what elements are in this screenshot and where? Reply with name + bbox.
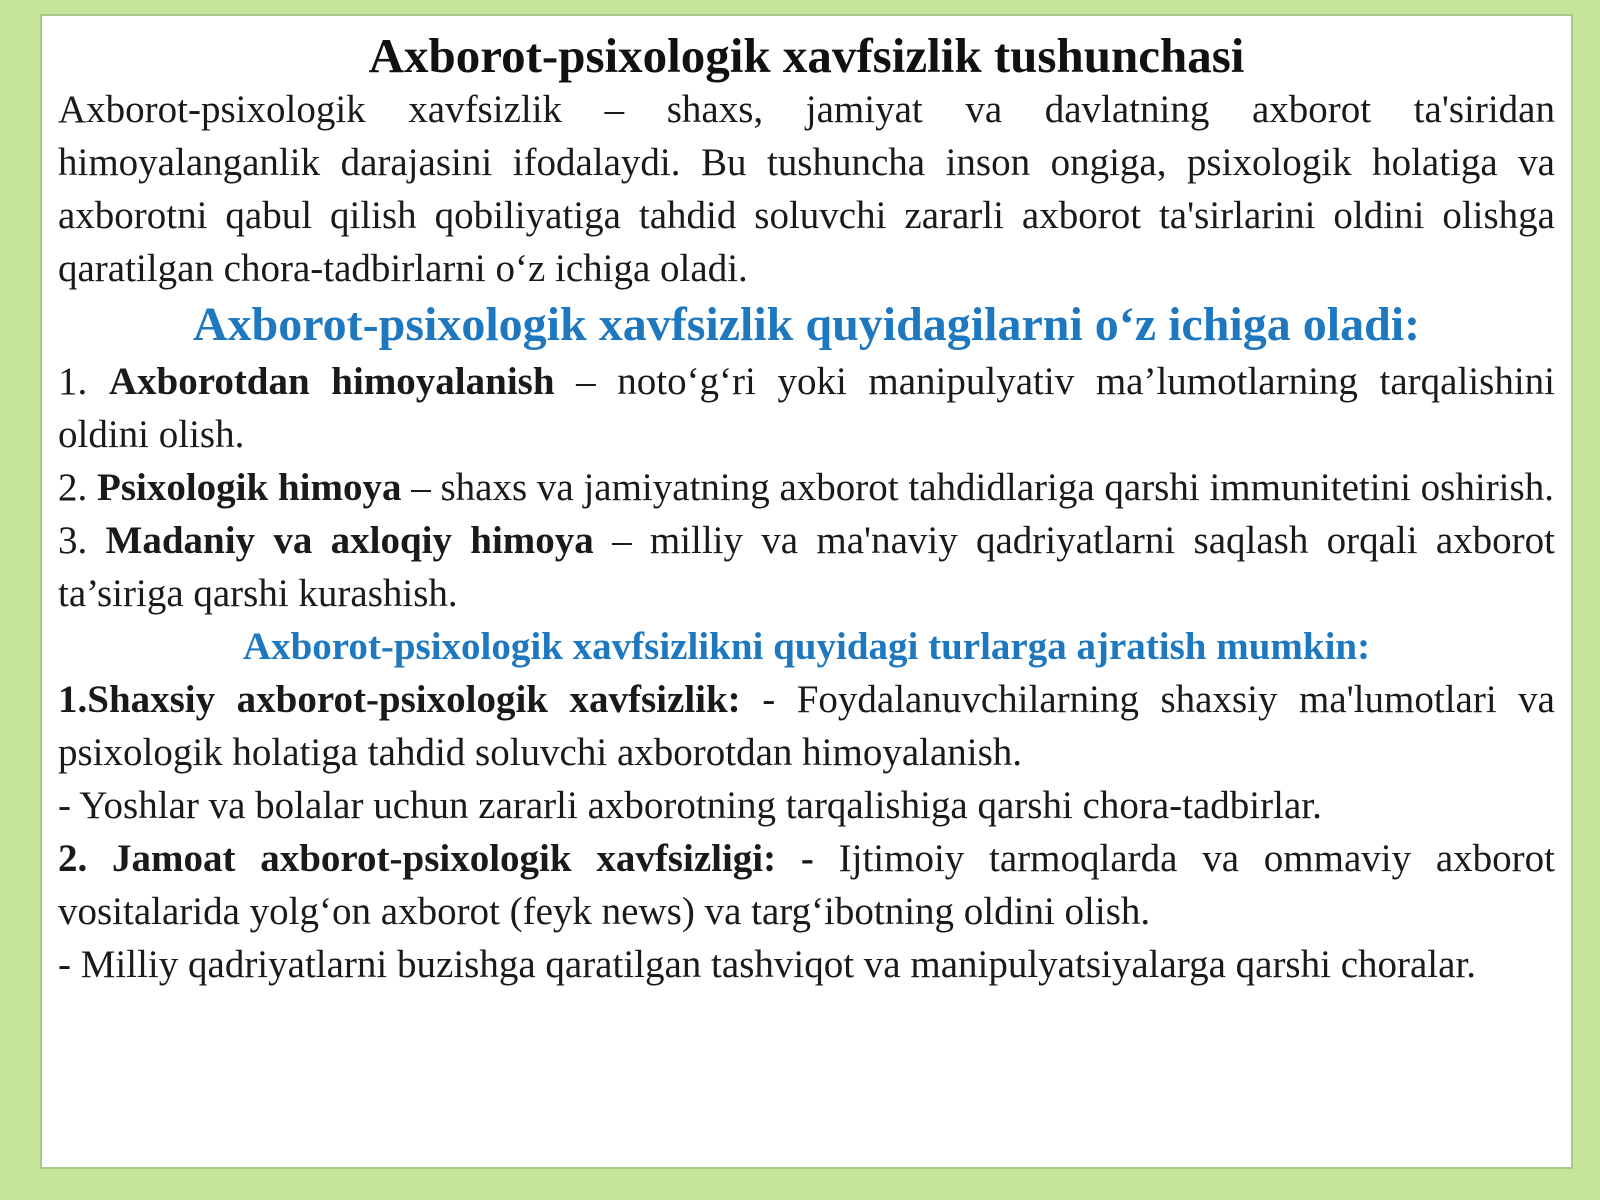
section1-heading: Axborot-psixologik xavfsizlik quyidagilarni o‘z ichiga oladi: bbox=[192, 298, 1421, 351]
type-1-term: 1.Shaxsiy axborot-psixologik xavfsizlik: bbox=[58, 678, 741, 721]
slide-title: Axborot-psixologik xavfsizlik tushunchasi bbox=[368, 28, 1245, 83]
slide-content bbox=[40, 14, 1573, 1169]
list-item-text: – milliy va ma'naviy qadriyatlarni saqlash orqali axborot ta’siriga qarshi kurashish. bbox=[58, 519, 1555, 615]
type-2-text: Ijtimoiy tarmoqlarda va ommaviy axborot vositalarida yolg‘on axborot (feyk news) va targ‘ibotning oldini olish. bbox=[58, 837, 1555, 933]
section2-heading: Axborot-psixologik xavfsizlikni quyidagi turlarga ajratish mumkin: bbox=[242, 625, 1371, 668]
intro-paragraph: Axborot-psixologik xavfsizlik – shaxs, jamiyat va davlatning axborot ta'siridan himoyalanganlik darajasini ifodalaydi. Bu tushuncha inson ongiga, psixologik holatiga va axborotni qabul qilish qobiliyatiga tahdid soluvchi zararli axborot ta'sirlarini oldini olishga qaratilgan chora-tadbirlarni o‘z ichiga oladi. bbox=[58, 88, 1555, 290]
type-1-paragraph bbox=[58, 673, 1555, 779]
list-item-number: 2. bbox=[58, 466, 97, 509]
type-2-paragraph bbox=[58, 832, 1555, 938]
type-1-text: - Foydalanuvchilarning shaxsiy ma'lumotlari va psixologik holatiga tahdid soluvchi axborotdan himoyalanish. bbox=[58, 678, 1555, 774]
list-item-3 bbox=[58, 514, 1555, 620]
list-item-term: Madaniy va axloqiy himoya bbox=[105, 519, 594, 562]
list-item-text: – shaxs va jamiyatning axborot tahdidlariga qarshi immunitetini oshirish. bbox=[401, 466, 1554, 509]
type-2-extra: - Milliy qadriyatlarni buzishga qaratilgan tashviqot va manipulyatsiyalarga qarshi choralar. bbox=[58, 943, 1477, 986]
list-item-number: 1. bbox=[58, 360, 109, 403]
list-item-text: – noto‘g‘ri yoki manipulyativ ma’lumotlarning tarqalishini oldini olish. bbox=[58, 360, 1555, 456]
list-item-term: Psixologik himoya bbox=[97, 466, 402, 509]
list-item-term: Axborotdan himoyalanish bbox=[108, 360, 555, 403]
list-item-1 bbox=[58, 355, 1555, 461]
type-1-extra: - Yoshlar va bolalar uchun zararli axborotning tarqalishiga qarshi chora-tadbirlar. bbox=[58, 784, 1322, 827]
list-item-number: 3. bbox=[58, 519, 106, 562]
list-item-2 bbox=[58, 461, 1555, 514]
type-2-term: 2. Jamoat axborot-psixologik xavfsizligi: - bbox=[58, 837, 814, 880]
